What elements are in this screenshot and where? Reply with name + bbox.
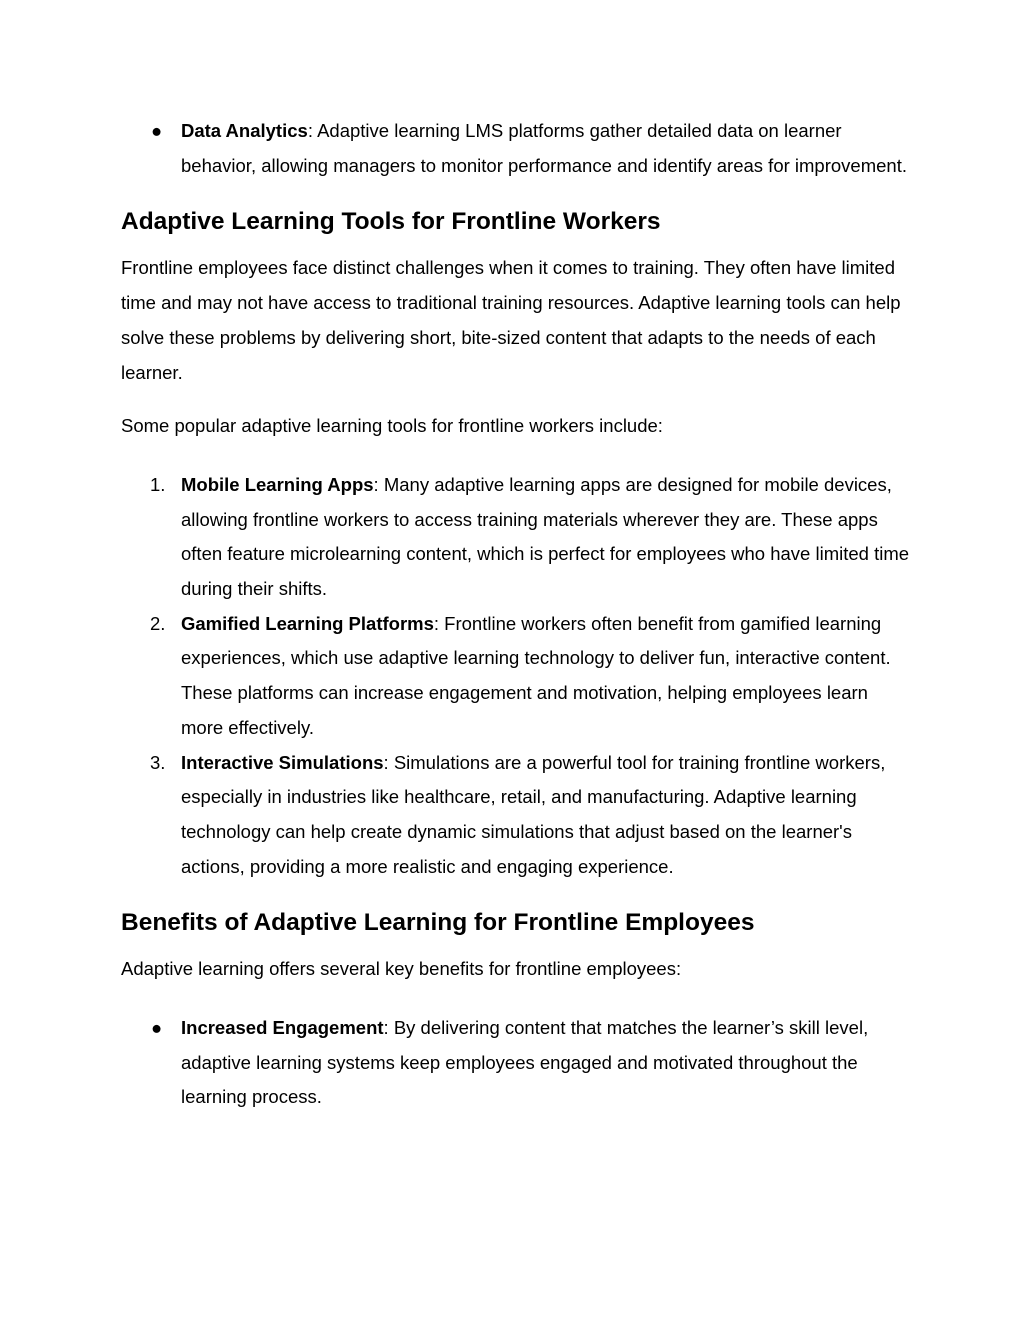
section-heading-tools: Adaptive Learning Tools for Frontline Workers	[121, 208, 661, 236]
list-item-mobile-learning-apps	[121, 468, 911, 607]
list-item-text: : Simulations are a powerful tool for training frontline workers, especially in industries like healthcare, retail, and manufacturing. Adaptive learning technology can help create dynamic simulations that adjust based on the learner's actions, providing a more realistic and engaging experience.	[181, 751, 886, 877]
list-item-increased-engagement	[121, 1011, 911, 1115]
number-marker: 1.	[150, 473, 166, 495]
list-item-term: Increased Engagement	[181, 1017, 384, 1039]
number-marker: 2.	[150, 612, 166, 634]
list-item-text: : Many adaptive learning apps are designed for mobile devices, allowing frontline workers to access training materials wherever they are. These apps often feature microlearning content, which is perfect for employees who have limited time during their shifts.	[181, 473, 910, 600]
list-item-term: Interactive Simulations	[181, 751, 384, 773]
section-lead-benefits: Adaptive learning offers several key benefits for frontline employees:	[121, 958, 682, 980]
list-item-interactive-simulations	[121, 746, 911, 885]
section-lead-tools: Some popular adaptive learning tools for frontline workers include:	[121, 415, 663, 437]
list-item-term: Gamified Learning Platforms	[181, 612, 434, 634]
section-paragraph-challenges: Frontline employees face distinct challenges when it comes to training. They often have limited time and may not have access to traditional training resources. Adaptive learning tools can help solve these problems by delivering short, bite-sized content that adapts to the needs of each learner.	[121, 257, 901, 383]
list-item-gamified-learning-platforms	[121, 607, 911, 746]
bullet-marker: ●	[151, 1017, 163, 1039]
list-item-text: : Adaptive learning LMS platforms gather detailed data on learner behavior, allowing managers to monitor performance and identify areas for improvement.	[181, 120, 907, 176]
list-item-term: Mobile Learning Apps	[181, 473, 374, 495]
list-item-text: : Frontline workers often benefit from gamified learning experiences, which use adaptive learning technology to deliver fun, interactive content. These platforms can increase engagement and motivation, helping employees learn more effectively.	[181, 612, 891, 738]
list-item-term: Data Analytics	[181, 120, 308, 141]
bullet-marker: ●	[151, 120, 163, 141]
data-analytics-list	[121, 114, 911, 183]
section-heading-benefits: Benefits of Adaptive Learning for Frontline Employees	[121, 909, 755, 937]
benefits-list	[121, 1011, 911, 1115]
number-marker: 3.	[150, 751, 166, 773]
list-item-data-analytics	[121, 114, 911, 183]
list-item-text: : By delivering content that matches the learner’s skill level, adaptive learning systems keep employees engaged and motivated throughout the learning process.	[181, 1017, 869, 1108]
document-page	[121, 114, 911, 1115]
tools-numbered-list	[121, 468, 911, 884]
